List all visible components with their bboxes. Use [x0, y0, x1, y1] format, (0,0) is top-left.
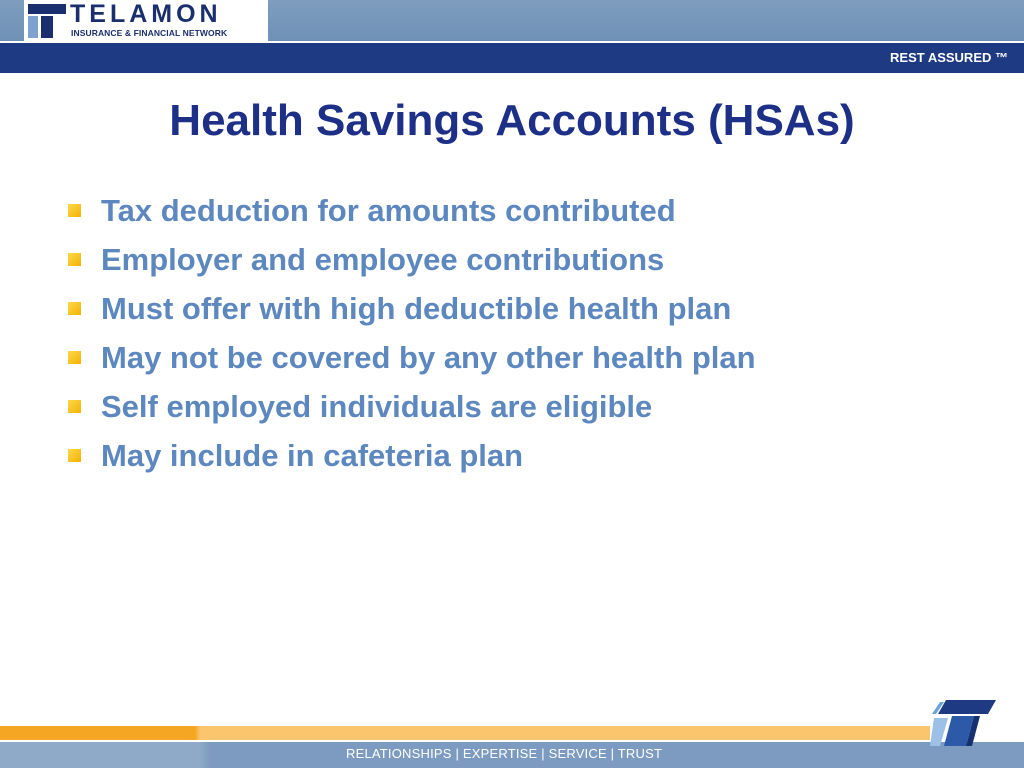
- square-bullet-icon: [68, 204, 81, 217]
- list-item: [68, 382, 756, 431]
- square-bullet-icon: [68, 351, 81, 364]
- bullet-text: May not be covered by any other health plan: [101, 339, 756, 375]
- square-bullet-icon: [68, 449, 81, 462]
- square-bullet-icon: [68, 400, 81, 413]
- logo-name: TELAMON: [70, 0, 222, 28]
- telamon-3d-t-icon: [928, 694, 998, 754]
- slogan: REST ASSURED ™: [890, 50, 1008, 65]
- bullet-text: May include in cafeteria plan: [101, 437, 524, 473]
- bullet-text: Must offer with high deductible health plan: [101, 290, 732, 326]
- telamon-t-logo-icon: [28, 4, 66, 38]
- footer-orange-band: [0, 726, 930, 740]
- logo-tagline: INSURANCE & FINANCIAL NETWORK: [71, 28, 228, 38]
- bullet-list: [68, 186, 756, 480]
- slide-title: Health Savings Accounts (HSAs): [169, 96, 855, 145]
- list-item: [68, 235, 756, 284]
- square-bullet-icon: [68, 302, 81, 315]
- list-item: [68, 333, 756, 382]
- bullet-text: Tax deduction for amounts contributed: [101, 192, 676, 228]
- bullet-text: Self employed individuals are eligible: [101, 388, 653, 424]
- list-item: [68, 284, 756, 333]
- square-bullet-icon: [68, 253, 81, 266]
- company-logo: [24, 0, 268, 41]
- bullet-text: Employer and employee contributions: [101, 241, 665, 277]
- list-item: [68, 431, 756, 480]
- list-item: [68, 186, 756, 235]
- navy-band: [0, 43, 1024, 73]
- footer-tagline: RELATIONSHIPS | EXPERTISE | SERVICE | TRUST: [346, 746, 663, 761]
